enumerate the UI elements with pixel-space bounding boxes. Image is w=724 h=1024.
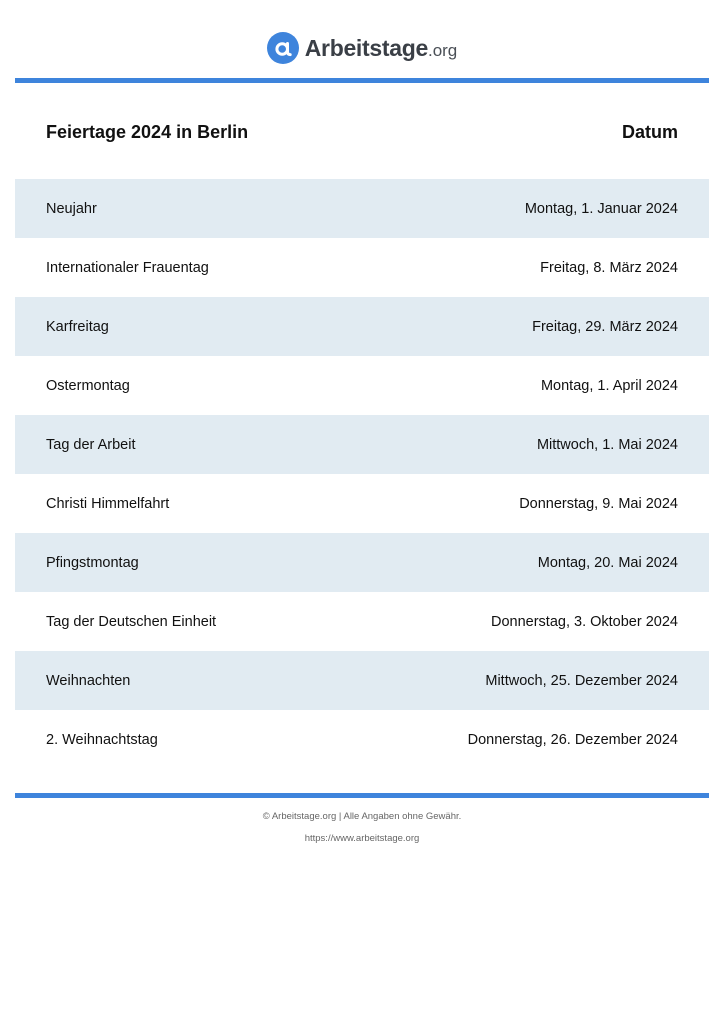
table-row <box>15 415 709 474</box>
holiday-name: Weihnachten <box>46 672 131 689</box>
holiday-name: Karfreitag <box>46 318 109 335</box>
holiday-name: Tag der Arbeit <box>46 436 136 453</box>
footer-copyright: © Arbeitstage.org | Alle Angaben ohne Gewähr. <box>262 811 462 822</box>
holiday-name: Christi Himmelfahrt <box>46 495 170 512</box>
at-sign-icon <box>267 32 299 64</box>
table-title: Feiertage 2024 in Berlin <box>46 121 249 142</box>
holiday-name: Internationaler Frauentag <box>46 259 209 276</box>
top-divider <box>15 78 709 83</box>
date-column-header: Datum <box>621 121 678 142</box>
holiday-date: Mittwoch, 25. Dezember 2024 <box>485 672 678 689</box>
table-row <box>15 533 709 592</box>
table-row <box>15 592 709 651</box>
holiday-date: Montag, 1. April 2024 <box>540 377 678 394</box>
holiday-name: Pfingstmontag <box>46 554 139 571</box>
holiday-date: Freitag, 29. März 2024 <box>532 318 678 335</box>
logo-text <box>304 34 458 61</box>
holiday-date: Mittwoch, 1. Mai 2024 <box>536 436 678 453</box>
table-row <box>15 238 709 297</box>
table-row <box>15 179 709 238</box>
logo[interactable] <box>267 32 458 64</box>
holiday-date: Donnerstag, 3. Oktober 2024 <box>490 613 678 630</box>
logo-name: Arbeitstage <box>304 34 428 61</box>
table-row <box>15 356 709 415</box>
holiday-date: Montag, 1. Januar 2024 <box>524 200 678 217</box>
table-header <box>15 108 709 156</box>
table-row <box>15 710 709 769</box>
holiday-list <box>15 179 709 769</box>
bottom-divider <box>15 793 709 798</box>
footer-url[interactable]: https://www.arbeitstage.org <box>304 833 420 844</box>
holiday-name: Ostermontag <box>46 377 130 394</box>
table-row <box>15 297 709 356</box>
holiday-date: Freitag, 8. März 2024 <box>540 259 678 276</box>
holiday-date: Donnerstag, 26. Dezember 2024 <box>467 731 678 748</box>
holiday-name: Tag der Deutschen Einheit <box>46 613 217 630</box>
holiday-date: Donnerstag, 9. Mai 2024 <box>519 495 678 512</box>
holiday-name: Neujahr <box>46 200 97 217</box>
logo-tld: .org <box>427 40 458 60</box>
holiday-date: Montag, 20. Mai 2024 <box>537 554 678 571</box>
table-row <box>15 474 709 533</box>
table-row <box>15 651 709 710</box>
holiday-name: 2. Weihnachtstag <box>46 731 158 748</box>
page-header <box>0 30 724 66</box>
